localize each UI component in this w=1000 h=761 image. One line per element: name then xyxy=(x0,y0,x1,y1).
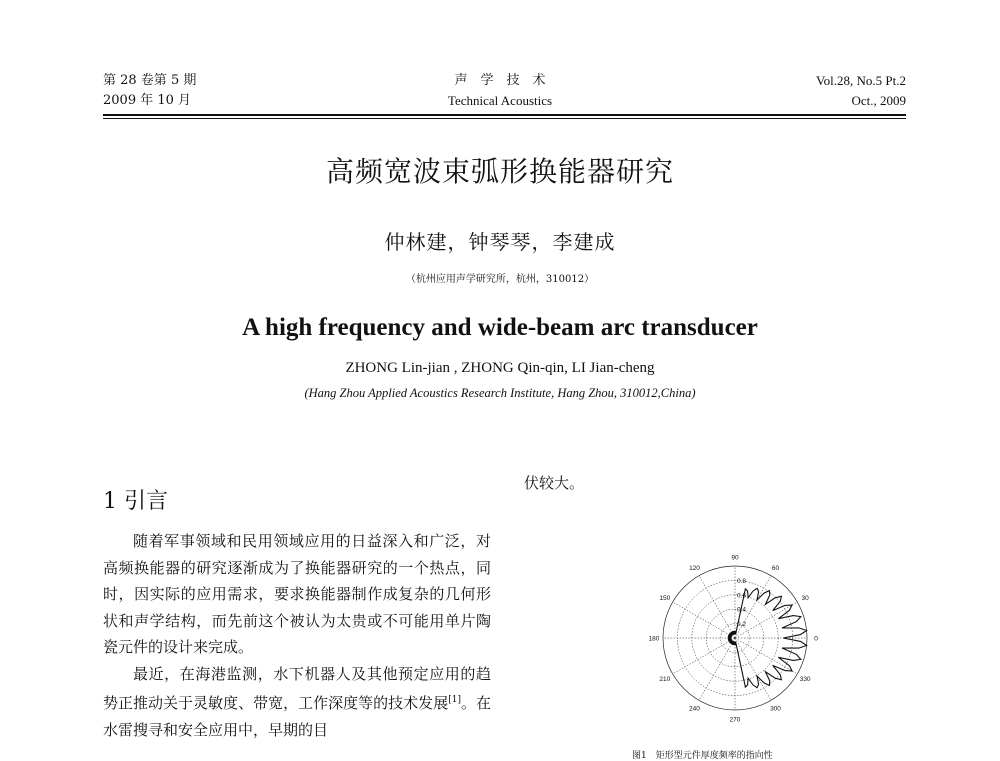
left-column-body xyxy=(103,528,491,743)
citation-ref: [1] xyxy=(448,695,461,705)
paper-title-en: A high frequency and wide-beam arc transducer xyxy=(242,314,758,341)
section-heading-introduction: 1 引言 xyxy=(103,489,168,514)
polar-angle-label-240: 240 xyxy=(689,705,700,713)
journal-name-en: Technical Acoustics xyxy=(447,93,553,108)
journal-date-cn: 2009 年 10 月 xyxy=(103,93,192,108)
polar-radial-label-0.2: 0.2 xyxy=(737,621,747,629)
affiliation-en: (Hang Zhou Applied Acoustics Research Institute, Hang Zhou, 310012,China) xyxy=(304,386,696,400)
polar-angle-label-300: 300 xyxy=(770,705,781,713)
polar-radial-label-0.6: 0.6 xyxy=(737,592,747,600)
polar-spoke-120 xyxy=(699,576,735,638)
polar-radial-label-0.8: 0.8 xyxy=(737,577,747,585)
polar-angle-label-210: 210 xyxy=(659,675,671,683)
polar-spoke-300 xyxy=(735,638,771,700)
intro-paragraph-2 xyxy=(103,661,491,744)
polar-angle-label-90: 90 xyxy=(731,554,739,562)
polar-spoke-240 xyxy=(699,638,735,700)
paper-title-cn: 高频宽波束弧形换能器研究 xyxy=(325,155,674,188)
polar-spoke-330 xyxy=(735,638,797,674)
right-column-text: 伏较大。 xyxy=(524,474,585,492)
journal-volume-en: Vol.28, No.5 Pt.2 xyxy=(815,73,906,88)
polar-angle-label-30: 30 xyxy=(801,594,809,602)
affiliation-cn: （杭州应用声学研究所，杭州，310012） xyxy=(405,274,595,285)
polar-angle-label-0: 0 xyxy=(814,635,818,643)
figure-caption: 图1 矩形型元件厚度频率的指向性 xyxy=(632,751,773,761)
polar-spoke-150 xyxy=(673,602,735,638)
polar-angle-label-180: 180 xyxy=(648,635,660,643)
header-rule-thin xyxy=(103,118,906,119)
polar-angle-label-120: 120 xyxy=(689,565,700,573)
polar-angle-label-330: 330 xyxy=(799,675,811,683)
intro-paragraph-1: 随着军事领域和民用领域应用的日益深入和广泛，对高频换能器的研究逐渐成为了换能器研究的一个热点，同时，因实际的应用需求，要求换能器制作成复杂的几何形状和声学结构，而先前这个被认为太贵或不可能用单片陶瓷元件的设计来完成。 xyxy=(103,532,491,656)
intro-paragraph-2-tail: 。在水雷搜寻和安全应用中，早期的目 xyxy=(103,694,491,739)
journal-volume-cn: 第 28 卷第 5 期 xyxy=(103,73,197,88)
journal-date-en: Oct., 2009 xyxy=(851,93,906,108)
polar-radial-label-0.4: 0.4 xyxy=(737,606,747,614)
polar-angle-label-150: 150 xyxy=(659,594,671,602)
header-rule-thick xyxy=(103,114,906,116)
polar-directivity-figure xyxy=(635,538,835,738)
journal-name-cn: 声 学 技 术 xyxy=(454,73,546,88)
polar-angle-label-60: 60 xyxy=(771,565,780,573)
intro-paragraph-2-text: 最近，在海港监测，水下机器人及其他预定应用的趋势正推动关于灵敏度、带宽，工作深度等的技术发展 xyxy=(103,664,491,712)
authors-cn: 仲林建，钟琴琴，李建成 xyxy=(384,230,616,254)
polar-angle-label-270: 270 xyxy=(729,716,741,724)
polar-spoke-210 xyxy=(673,638,735,674)
authors-en: ZHONG Lin-jian , ZHONG Qin-qin, LI Jian-cheng xyxy=(345,360,655,376)
